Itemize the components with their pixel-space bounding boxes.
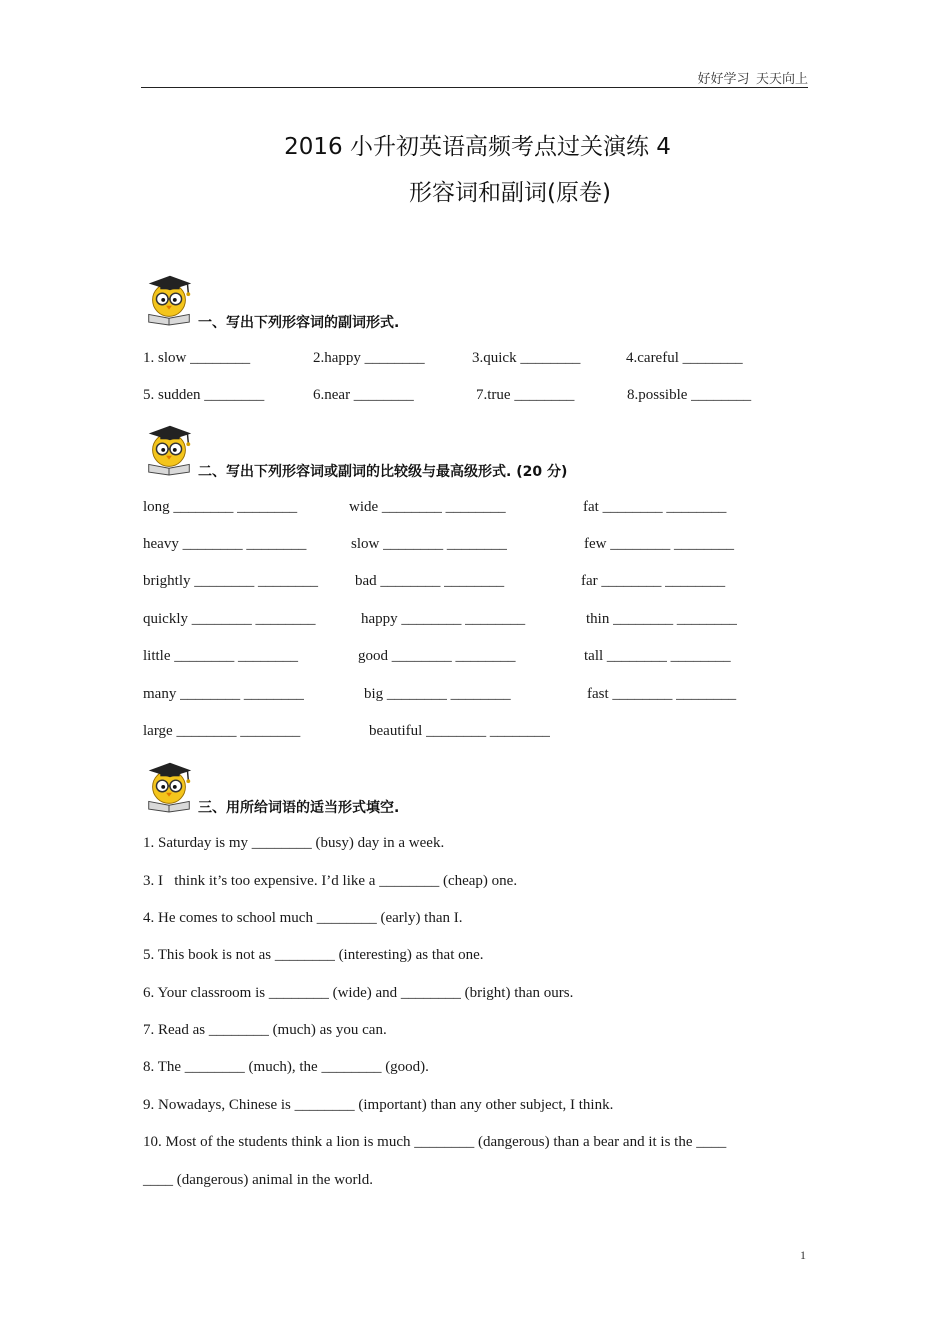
s2-item: thin ________ ________ — [586, 611, 737, 627]
s3-item: 10. Most of the students think a lion is much ________ (dangerous) than a bear and it is the ____ — [143, 1134, 727, 1150]
s1-item: 2.happy ________ — [313, 350, 425, 366]
s2-item: little ________ ________ — [143, 648, 298, 664]
document-title: 2016 小升初英语高频考点过关演练 4 — [284, 134, 671, 160]
s1-item: 8.possible ________ — [627, 387, 752, 403]
s2-item: brightly ________ ________ — [143, 573, 318, 589]
section-3-heading: 三、用所给词语的适当形式填空. — [198, 800, 400, 816]
header-motto: 好好学习 天天向上 — [697, 71, 808, 86]
s2-item: big ________ ________ — [364, 686, 511, 702]
s3-item: 9. Nowadays, Chinese is ________ (important) than any other subject, I think. — [143, 1097, 614, 1113]
s2-item: far ________ ________ — [581, 573, 726, 589]
s2-item: fast ________ ________ — [587, 686, 737, 702]
s2-item: heavy ________ ________ — [143, 536, 307, 552]
s1-item: 6.near ________ — [313, 387, 414, 403]
header-rule — [141, 87, 808, 88]
s3-item: 8. The ________ (much), the ________ (good). — [143, 1059, 429, 1075]
document-subtitle: 形容词和副词(原卷) — [409, 180, 611, 206]
s2-item: tall ________ ________ — [584, 648, 731, 664]
s1-item: 4.careful ________ — [626, 350, 743, 366]
s2-item: happy ________ ________ — [361, 611, 526, 627]
s2-item: beautiful ________ ________ — [369, 723, 550, 739]
s2-item: quickly ________ ________ — [143, 611, 316, 627]
s3-item: 1. Saturday is my ________ (busy) day in a week. — [143, 835, 445, 851]
section-2-heading: 二、写出下列形容词或副词的比较级与最高级形式. (20 分) — [198, 464, 568, 480]
s3-item: 3. I think it’s too expensive. I’d like a ________ (cheap) one. — [143, 873, 518, 889]
s2-item: many ________ ________ — [143, 686, 304, 702]
s2-item: good ________ ________ — [358, 648, 516, 664]
s3-item: 5. This book is not as ________ (interesting) as that one. — [143, 947, 484, 963]
s1-item: 7.true ________ — [476, 387, 575, 403]
s2-item: long ________ ________ — [143, 499, 298, 515]
s2-item: few ________ ________ — [584, 536, 734, 552]
graduate-owl-icon — [142, 420, 196, 476]
graduate-owl-icon — [142, 757, 196, 813]
s3-item: ____ (dangerous) animal in the world. — [143, 1172, 373, 1188]
s3-item: 6. Your classroom is ________ (wide) and ________ (bright) than ours. — [143, 985, 574, 1001]
s3-item: 4. He comes to school much ________ (early) than I. — [143, 910, 463, 926]
s1-item: 1. slow ________ — [143, 350, 251, 366]
s3-item: 7. Read as ________ (much) as you can. — [143, 1022, 387, 1038]
s2-item: slow ________ ________ — [351, 536, 507, 552]
s1-item: 5. sudden ________ — [143, 387, 265, 403]
s2-item: large ________ ________ — [143, 723, 301, 739]
s2-item: bad ________ ________ — [355, 573, 505, 589]
s1-item: 3.quick ________ — [472, 350, 581, 366]
page-number: 1 — [800, 1248, 806, 1262]
s2-item: fat ________ ________ — [583, 499, 727, 515]
s2-item: wide ________ ________ — [349, 499, 506, 515]
graduate-owl-icon — [142, 270, 196, 326]
section-1-heading: 一、写出下列形容词的副词形式. — [198, 315, 400, 331]
